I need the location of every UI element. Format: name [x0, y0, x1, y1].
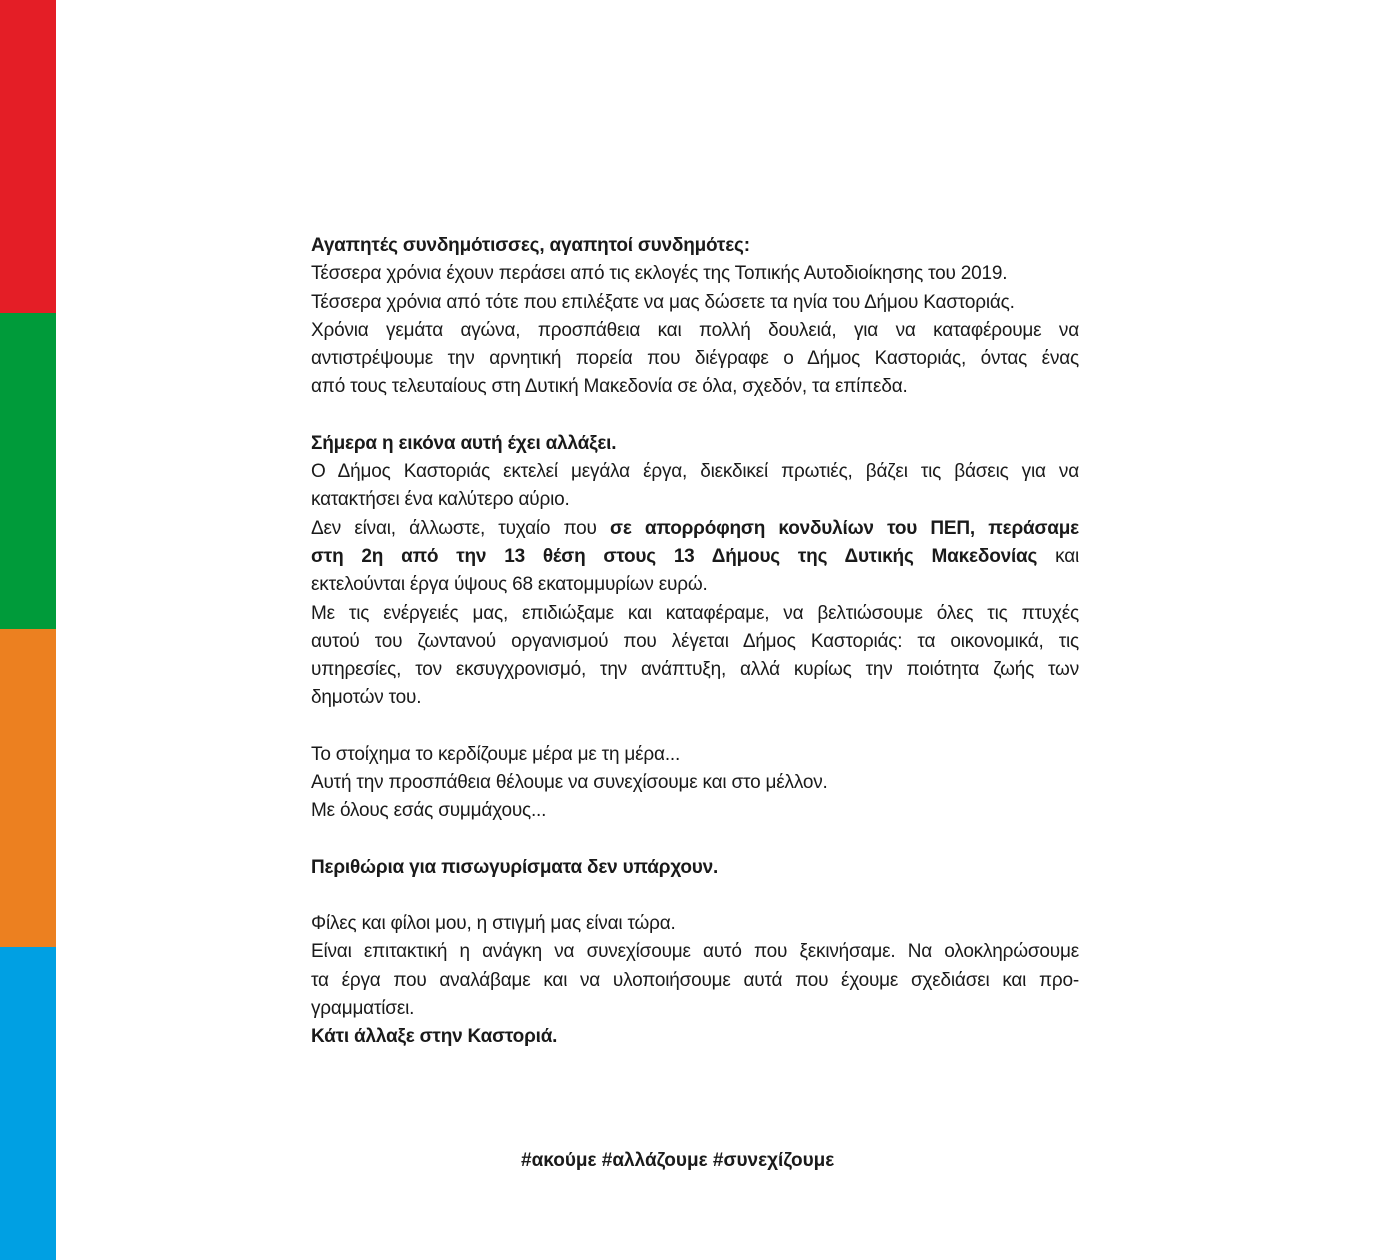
text-line: Χρόνια γεμάτα αγώνα, προσπάθεια και πολλή δουλειά, για να καταφέρουμε να — [311, 319, 1079, 341]
paragraph-projects — [311, 458, 1079, 515]
text-line: γραμματίσει. — [311, 997, 415, 1019]
text-line — [311, 515, 1079, 543]
text-line: Με τις ενέργειές μας, επιδιώξαμε και καταφέραμε, να βελτιώσουμε όλες τις πτυχές — [311, 602, 1079, 624]
text-line: Το στοίχημα το κερδίζουμε μέρα με τη μέρα... — [311, 743, 681, 765]
spacer — [311, 713, 1079, 741]
text-line: Αυτή την προσπάθεια θέλουμε να συνεχίσουμε και στο μέλλον. — [311, 772, 828, 794]
paragraph-closing — [311, 910, 1079, 1023]
paragraph-future — [311, 741, 1079, 826]
stripe-red — [0, 0, 56, 313]
text-line: Ο Δήμος Καστοριάς εκτελεί μεγάλα έργα, διεκδικεί πρωτιές, βάζει τις βάσεις για να — [311, 461, 1079, 483]
spacer — [311, 402, 1079, 430]
section-heading: Περιθώρια για πισωγυρίσματα δεν υπάρχουν. — [311, 856, 719, 878]
hashtags: #ακούμε #αλλάζουμε #συνεχίζουμε — [521, 1150, 835, 1171]
highlight-text: στη 2η από την 13 θέση στους 13 Δήμους της Δυτικής Μακεδονίας — [311, 545, 1038, 567]
text-segment: Δεν είναι, άλλωστε, τυχαίο που — [311, 517, 611, 539]
stripe-green — [0, 313, 56, 629]
text-line: από τους τελευταίους στη Δυτική Μακεδονία σε όλα, σχεδόν, τα επίπεδα. — [311, 376, 908, 398]
text-line: τα έργα που αναλάβαμε και να υλοποιήσουμε αυτά που έχουμε σχεδιάσει και προ- — [311, 969, 1079, 991]
spacer — [311, 882, 1079, 910]
section-heading: Σήμερα η εικόνα αυτή έχει αλλάξει. — [311, 432, 617, 454]
stripe-orange — [0, 629, 56, 947]
paragraph-pep — [311, 515, 1079, 600]
text-line: αυτού του ζωντανού οργανισμού που λέγεται Δήμος Καστοριάς: τα οικονομικά, τις — [311, 630, 1079, 652]
text-line: Φίλες και φίλοι μου, η στιγμή μας είναι τώρα. — [311, 912, 676, 934]
text-line: υπηρεσίες, τον εκσυγχρονισμό, την ανάπτυξη, αλλά κυρίως την ποιότητα ζωής των — [311, 659, 1079, 681]
text-line: Τέσσερα χρόνια από τότε που επιλέξατε να μας δώσετε τα ηνία του Δήμου Καστοριάς. — [311, 291, 1015, 313]
spacer — [311, 826, 1079, 854]
letter-body — [311, 232, 1079, 1051]
text-line: Με όλους εσάς συμμάχους... — [311, 800, 547, 822]
color-stripe-bar — [0, 0, 56, 1260]
text-line — [311, 543, 1079, 571]
text-line: Είναι επιτακτική η ανάγκη να συνεχίσουμε αυτό που ξεκινήσαμε. Να ολοκληρώσουμε — [311, 941, 1079, 963]
text-line: εκτελούνται έργα ύψους 68 εκατομμυρίων ευρώ. — [311, 574, 708, 596]
text-line: κατακτήσει ένα καλύτερο αύριο. — [311, 489, 570, 511]
greeting: Αγαπητές συνδημότισσες, αγαπητοί συνδημότες: — [311, 235, 750, 256]
paragraph-improvements — [311, 600, 1079, 713]
text-line: Τέσσερα χρόνια έχουν περάσει από τις εκλογές της Τοπικής Αυτοδιοίκησης του 2019. — [311, 263, 1008, 285]
paragraph-intro — [311, 260, 1079, 401]
highlight-text: σε απορρόφηση κονδυλίων του ΠΕΠ, περάσαμε — [610, 517, 1079, 539]
text-segment: και — [1037, 545, 1080, 567]
text-line: αντιστρέψουμε την αρνητική πορεία που διέγραφε ο Δήμος Καστοριάς, όντας ένας — [311, 348, 1079, 370]
text-line: δημοτών του. — [311, 687, 422, 709]
closing-slogan: Κάτι άλλαξε στην Καστοριά. — [311, 1026, 558, 1048]
stripe-blue — [0, 947, 56, 1260]
